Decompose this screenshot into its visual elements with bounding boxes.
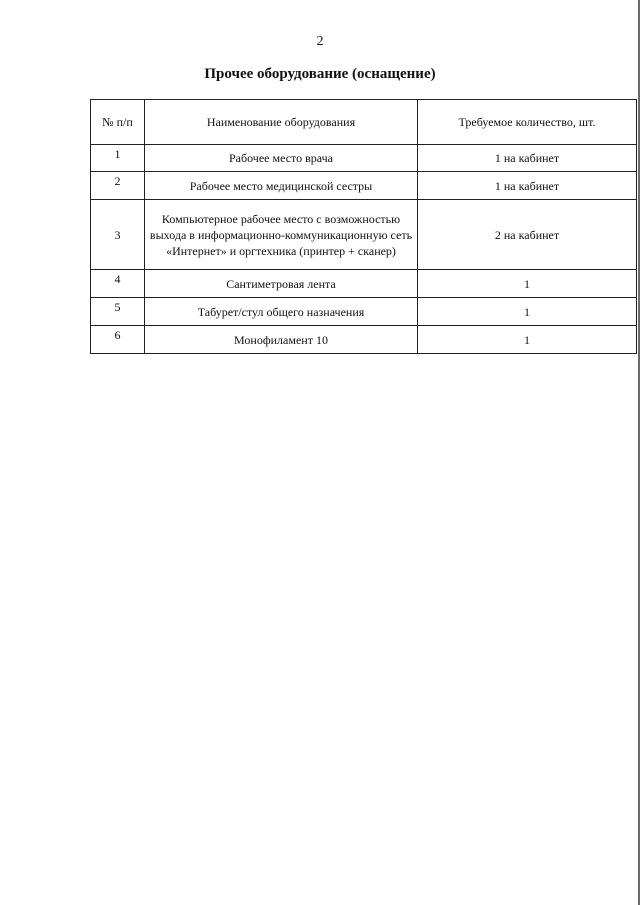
- row-number: 5: [91, 298, 145, 326]
- equipment-quantity: 1: [418, 326, 637, 354]
- row-number: 3: [91, 200, 145, 270]
- column-header-quantity: [418, 100, 637, 145]
- equipment-name: Компьютерное рабочее место с возможностью выхода в информационно-коммуникационную сеть «Интернет» и оргтехника (принтер + сканер): [145, 200, 418, 270]
- equipment-quantity: 2 на кабинет: [418, 200, 637, 270]
- equipment-name: Рабочее место врача: [145, 145, 418, 172]
- table-row: [91, 145, 637, 172]
- table-row: [91, 200, 637, 270]
- equipment-quantity: 1: [418, 298, 637, 326]
- equipment-name: Табурет/стул общего назначения: [145, 298, 418, 326]
- table-row: [91, 326, 637, 354]
- table-row: [91, 270, 637, 298]
- equipment-name: Монофиламент 10: [145, 326, 418, 354]
- equipment-table: [90, 99, 637, 354]
- equipment-quantity: 1 на кабинет: [418, 145, 637, 172]
- equipment-name: Рабочее место медицинской сестры: [145, 172, 418, 200]
- column-header-quantity-label: Требуемое количество, шт.: [458, 115, 596, 129]
- row-number: 6: [91, 326, 145, 354]
- table-row: [91, 172, 637, 200]
- row-number: 2: [91, 172, 145, 200]
- row-number: 4: [91, 270, 145, 298]
- equipment-quantity: 1: [418, 270, 637, 298]
- page-title: Прочее оборудование (оснащение): [204, 66, 436, 82]
- equipment-quantity: 1 на кабинет: [418, 172, 637, 200]
- column-header-name: Наименование оборудования: [145, 100, 418, 145]
- column-header-number: № п/п: [91, 100, 145, 145]
- table-header-row: [91, 100, 637, 145]
- equipment-name: Сантиметровая лента: [145, 270, 418, 298]
- table-row: [91, 298, 637, 326]
- row-number: 1: [91, 145, 145, 172]
- page-number: 2: [316, 34, 324, 49]
